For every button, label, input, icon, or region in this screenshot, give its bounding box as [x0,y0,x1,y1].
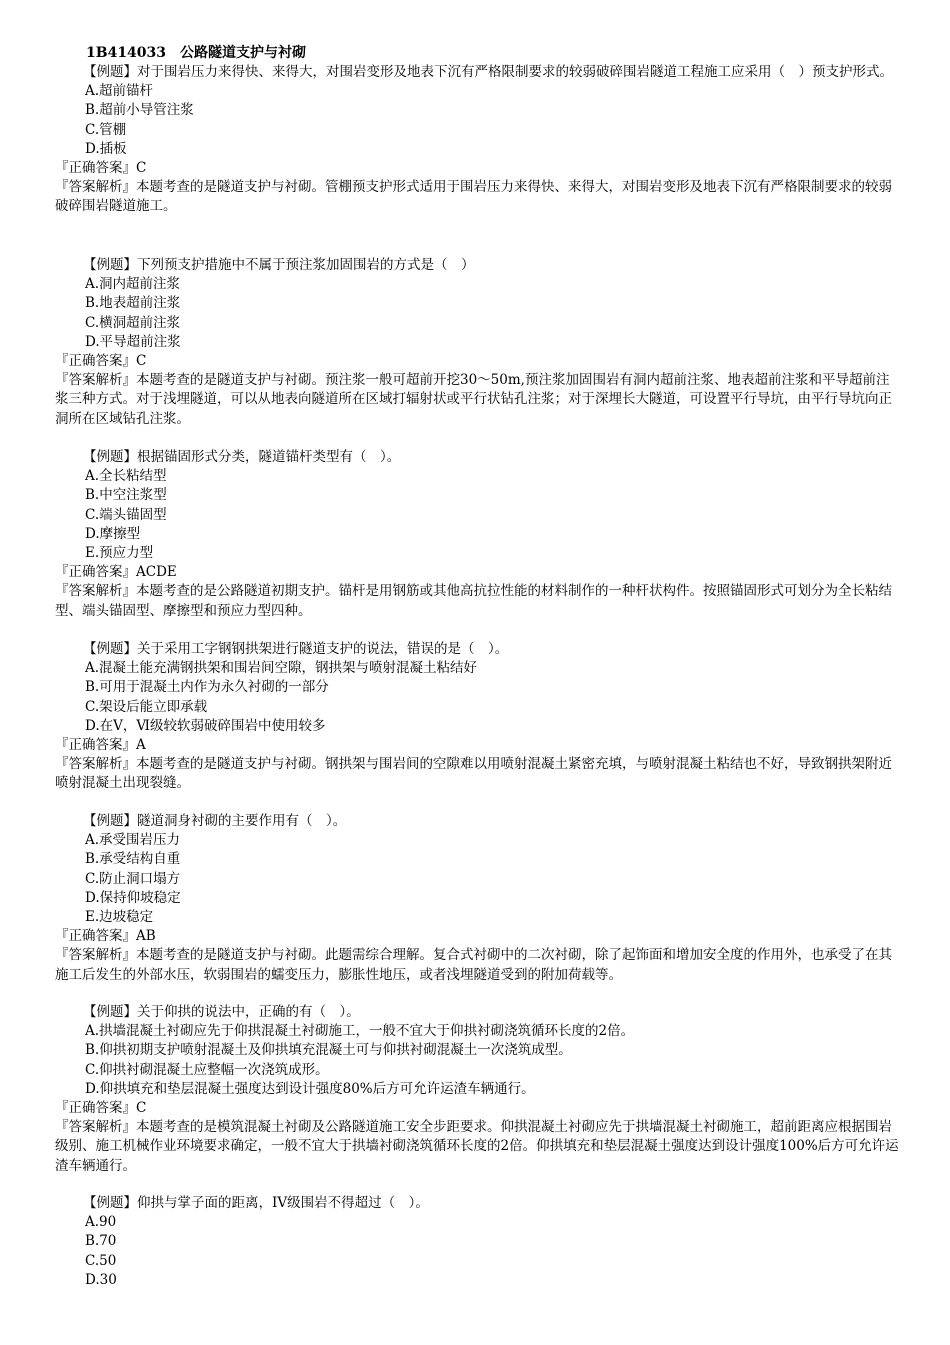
option-a: A.洞内超前注浆 [85,276,181,293]
option-c: C.架设后能立即承载 [85,698,208,715]
question-block [55,63,900,217]
option-b: B.超前小导管注浆 [85,102,194,119]
option-b: B.中空注浆型 [85,487,167,504]
answer-explanation: 『答案解析』本题考查的是隧道支护与衬砌。预注浆一般可超前开挖30～50m,预注浆加固围岩有洞内超前注浆、地表超前注浆和平导超前注浆三种方式。对于浅埋隧道，可以从地表向隧道所在区域打辐射状或平行状钻孔注浆；对于深埋长大隧道，可设置平行导坑，由平行导坑向正洞所在区域钻孔注浆。 [55,372,892,427]
question-block [55,812,900,985]
option-b: B.可用于混凝土内作为永久衬砌的一部分 [85,679,329,696]
option-a: A.90 [85,1214,117,1231]
answer-explanation: 『答案解析』本题考查的是隧道支护与衬砌。管棚预支护形式适用于围岩压力来得快、来得大，对围岩变形及地表下沉有严格限制要求的较弱破碎围岩隧道施工。 [55,179,892,215]
option-c: C.仰拱衬砌混凝土应整幅一次浇筑成形。 [85,1061,329,1078]
question-stem: 【例题】下列预支护措施中不属于预注浆加固围岩的方式是（ ） [83,257,475,273]
question-stem: 【例题】仰拱与掌子面的距离，IV级围岩不得超过（ ）。 [83,1195,429,1211]
option-b: B.仰拱初期支护喷射混凝土及仰拱填充混凝土可与仰拱衬砌混凝土一次浇筑成型。 [85,1042,572,1059]
option-b: B.地表超前注浆 [85,295,181,312]
question-block [55,640,900,794]
correct-answer: 『正确答案』A [55,737,146,754]
question-block [55,1194,900,1290]
question-block [55,1003,900,1176]
option-d: D.仰拱填充和垫层混凝土强度达到设计强度80%后方可允许运渣车辆通行。 [85,1080,535,1097]
option-e: E.边坡稳定 [85,909,154,926]
option-c: C.端头锚固型 [85,506,167,523]
section-title: 1B414033 公路隧道支护与衬砌 [86,45,307,61]
option-c: C.50 [85,1252,117,1269]
option-a: A.拱墙混凝土衬砌应先于仰拱混凝土衬砌施工，一般不宜大于仰拱衬砌浇筑循环长度的2倍。 [85,1023,635,1040]
question-stem: 【例题】根据锚固形式分类，隧道锚杆类型有（ ）。 [83,449,401,465]
correct-answer: 『正确答案』AB [55,928,156,945]
correct-answer: 『正确答案』ACDE [55,564,177,581]
option-d: D.平导超前注浆 [85,333,181,350]
question-stem: 【例题】隧道洞身衬砌的主要作用有（ ）。 [83,813,347,829]
question-block [55,448,900,621]
answer-explanation: 『答案解析』本题考查的是模筑混凝土衬砌及公路隧道施工安全步距要求。仰拱混凝土衬砌应先于拱墙混凝土衬砌施工，超前距离应根据围岩级别、施工机械作业环境要求确定，一般不宜大于拱墙衬砌浇筑循环长度的2倍。仰拱填充和垫层混凝土强度达到设计强度100%后方可允许运渣车辆通行。 [55,1119,899,1174]
option-c: C.横洞超前注浆 [85,314,181,331]
question-stem: 【例题】对于围岩压力来得快、来得大，对围岩变形及地表下沉有严格限制要求的较弱破碎围岩隧道工程施工应采用（ ）预支护形式。 [83,64,893,80]
correct-answer: 『正确答案』C [55,353,147,370]
option-d: D.插板 [85,140,127,157]
option-d: D.在V，Ⅵ级较软弱破碎围岩中使用较多 [85,717,326,734]
correct-answer: 『正确答案』C [55,1100,147,1117]
option-c: C.防止洞口塌方 [85,870,181,887]
answer-explanation: 『答案解析』本题考查的是隧道支护与衬砌。此题需综合理解。复合式衬砌中的二次衬砌，除了起饰面和增加安全度的作用外，也承受了在其施工后发生的外部水压，软弱围岩的蠕变压力，膨胀性地压，或者浅埋隧道受到的附加荷载等。 [55,947,892,983]
option-d: D.保持仰坡稳定 [85,889,181,906]
question-block [55,256,900,429]
option-a: A.全长粘结型 [85,468,167,485]
option-d: D.30 [85,1271,117,1288]
question-stem: 【例题】关于采用工字钢钢拱架进行隧道支护的说法，错误的是（ ）。 [83,641,509,657]
option-b: B.70 [85,1233,117,1250]
option-d: D.摩擦型 [85,525,141,542]
correct-answer: 『正确答案』C [55,160,147,177]
option-b: B.承受结构自重 [85,851,181,868]
option-e: E.预应力型 [85,545,154,562]
answer-explanation: 『答案解析』本题考查的是公路隧道初期支护。锚杆是用钢筋或其他高抗拉性能的材料制作的一种杆状构件。按照锚固形式可划分为全长粘结型、端头锚固型、摩擦型和预应力型四种。 [55,583,892,619]
option-c: C.管棚 [85,121,127,138]
option-a: A.混凝土能充满钢拱架和围岩间空隙，钢拱架与喷射混凝土粘结好 [85,660,478,677]
question-stem: 【例题】关于仰拱的说法中，正确的有（ ）。 [83,1004,360,1020]
option-a: A.承受围岩压力 [85,832,181,849]
option-a: A.超前锚杆 [85,83,154,100]
answer-explanation: 『答案解析』本题考查的是隧道支护与衬砌。钢拱架与围岩间的空隙难以用喷射混凝土紧密充填，与喷射混凝土粘结也不好，导致钢拱架附近喷射混凝土出现裂缝。 [55,756,892,792]
